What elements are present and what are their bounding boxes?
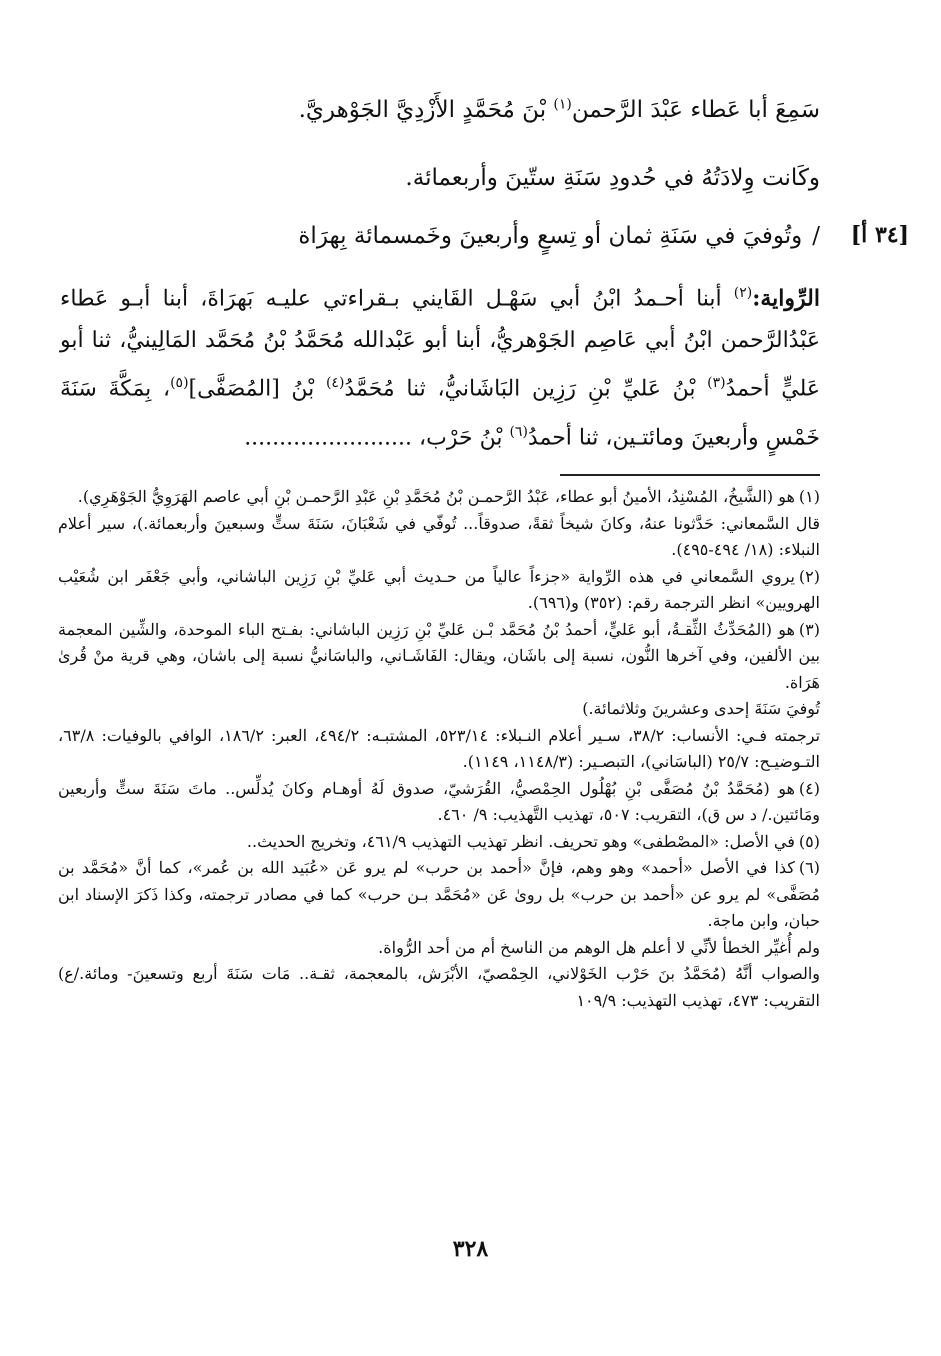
- main-text-line-2: [60, 160, 820, 197]
- text-line-3: [60, 218, 820, 255]
- riwaya-heading: الرِّواية:: [752, 285, 820, 312]
- footnote-number: (١): [798, 487, 820, 506]
- footnote-text: ولم أُغيِّر الخطأ لأنِّي لا أعلم هل الوهم من الناسخ أم من أحد الرُّواة.: [378, 937, 820, 957]
- footnote-text: هو (مُحَمَّدُ بْنُ مُصَفَّى بْنِ بُهْلُول الحِمْصيُّ، القُرَشيّ، صدوق لَهُ أوهـام وكانَ يُدلِّس.. ماتَ سَنَةَ ستٍّ وأربعين ومَائتين./ د س ق)، التقريب: ٥٠٧، تهذيب التَّهذيب: ٩/ ٤٦٠.: [58, 778, 820, 824]
- footnote-6: [58, 855, 820, 1014]
- page-number: ٣٢٨: [452, 1236, 489, 1262]
- footnote-number: (٤): [798, 778, 820, 798]
- footnote-4: [58, 776, 820, 829]
- footnotes: [58, 484, 820, 1014]
- folio-slash: /: [812, 223, 820, 249]
- footnote-text: كذا في الأصل «أحمد» وهو وهم، فإنَّ «أحمد بن حرب» لم يرو عَن «عُبَيد الله بن عُمر»، كما أنَّ «مُحَمَّد بن مُصَفَّى» لم يرو عن «أحمد بن حرب» بل روىٰ عَن «مُحَمَّد بـن حرب» كما في مصادر ترجمته، وكذا ذَكرَ الإسناد ابن حبان، وابن ماجة.: [58, 858, 820, 930]
- line-1-rest: بْنَ مُحَمَّدٍ الأَزْدِيَّ الجَوْهريَّ.: [298, 97, 547, 123]
- footnote-ref-2: (٢): [733, 285, 753, 301]
- folio-marker: [٣٤ أ]: [850, 222, 909, 248]
- riwaya-text-a: أبنا أحـمدُ ابْنُ أبي سَهْـل القَايني بـقراءتي عليـه بَهرَاةَ، أبنا أبـو عَطاء عَبْدُالرَّحمن ابْنُ أبي عَاصِم الجَوْهريُّ، أبنا أبو عَبْدالله مُحَمَّدُ بْنُ مُحَمَّد المَالِينيُّ، ثنا أبو عَليٍّ أحمدُ: [60, 286, 820, 402]
- footnote-text: هو (المُحَدِّثُ الثِّقـةُ، أبو عَليٍّ، أحمدُ بْنُ مُحَمَّد بْـن عَليِّ بْنِ رَزِين الباشاني: بفـتح الباء الموحدة، والشِّين المعجمة بين الألفين، وفي آخرها النُّون، نسبة إلى باشَان، ويقال: الفَاشَـاني، والباسَانيُّ نسبة إلى باشان، وهي قرية منْ قُرىٰ هَرَاة.: [58, 619, 820, 692]
- footnote-number: (٣): [798, 619, 820, 639]
- footnote-ref-6: (٦): [509, 423, 528, 440]
- footnote-2: [58, 564, 820, 617]
- main-text: [60, 92, 820, 129]
- riwaya-paragraph: [60, 272, 820, 459]
- riwaya-dots: ........................: [244, 424, 413, 450]
- text-line-1: [60, 92, 820, 129]
- footnote-5: [58, 829, 820, 856]
- footnote-text: ترجمته فـي: الأنساب: ٣٨/٢، سـير أعلام النـبلاء: ٥٢٣/١٤، المشتبـه: ٤٩٤/٢، العبر: ١٨٦/٢، الوافي بالوفيات: ٦٣/٨، التـوضيـح: ٢٥/٧ (الباسَاني)، التبصـير: (١١٤٨/٣، ١١٤٩).: [58, 725, 821, 771]
- footnote-number: (٦): [798, 858, 820, 877]
- text-line-2: وكَانت وِلادَتُهُ في حُدودِ سَنَةِ ستّينَ وأربعمائة.: [405, 165, 820, 191]
- footnote-1: [58, 484, 820, 564]
- footnote-ref-3: (٣): [707, 375, 726, 392]
- footnote-text: قال السَّمعاني: حَدَّثونا عنهُ، وكانَ شيخاً ثقةً، صدوقاً... تُوفّي في شَعْبَانَ، سَنَةَ ستٍّ وسبعينَ وأربعمائة.)، سير أعلام النبلاء: (١٨/ ٤٩٤-٤٩٥).: [58, 513, 820, 559]
- footnote-separator: [560, 474, 820, 476]
- footnote-text: يروي السَّمعاني في هذه الرِّواية «جزءاً عالياً من حـديث أبي عَليِّ بْنِ رَزِين الباشاني، وأبي جَعْفَر ابن شُعَيْب الهرويين» انظر الترجمة رقم: (٣٥٢) و(٦٩٦).: [58, 566, 820, 612]
- riwaya-text-c: بْنُ [المُصَفَّى]: [188, 376, 315, 402]
- footnote-ref-1: (١): [553, 96, 572, 113]
- line-3-text: وتُوفيَ في سَنَةِ ثمان أو تِسعٍ وأربعينَ وخَمسمائة بِهرَاة: [298, 223, 803, 249]
- footnote-text: في الأصل: «المصْطفى» وهو تحريف. انظر تهذيب التهذيب ٤٦١/٩، وتخريج الحديث..: [246, 831, 795, 851]
- main-text-line-3: [60, 218, 820, 255]
- footnote-number: (٥): [798, 831, 820, 851]
- footnote-number: (٢): [798, 566, 820, 586]
- footnote-ref-4: (٤): [325, 375, 345, 392]
- footnote-text: تُوفيَ سَنَةَ إحدى وعشرينَ وثلاثمائة.): [582, 699, 820, 718]
- footnote-text: والصواب أنَّهُ (مُحَمَّدُ بنَ حَرْب الخَوْلاني، الحِمْصيّ، الأبْرَش، بالمعجمة، ثقـة.. مَات سَنَةَ أربع وتسعينَ- ومائة./ع) التقريب: ٤٧٣، تهذيب التهذيب: ١٠٩/٩: [58, 964, 820, 1010]
- footnote-3: [58, 617, 820, 776]
- riwaya-text-d: ، بِمَكَّةَ سَنَةَ خَمْسٍ وأربعينَ ومائتـين، ثنا أحمدُ: [60, 376, 820, 450]
- riwaya-text-e: بْنُ حَرْب،: [419, 424, 503, 450]
- riwaya-text-b: بْنُ عَليِّ بْنِ رَزِين البَاشَانيُّ، ثنا مُحَمَّدُ: [344, 376, 696, 402]
- line-1-text: سَمِعَ أبا عَطاء عَبْدَ الرَّحمن: [571, 97, 820, 123]
- footnote-ref-5: (٥): [170, 375, 189, 392]
- footnote-text: هو (الشَّيخُ، المُسْنِدُ، الأمينُ أبو عطاء، عَبْدُ الرَّحمـن بْنُ مُحَمَّدِ بْنِ عَبْدِ الرَّحمـن بْنِ أبي عاصم الهَرَوِيُّ الجَوْهَرِي).: [77, 487, 795, 506]
